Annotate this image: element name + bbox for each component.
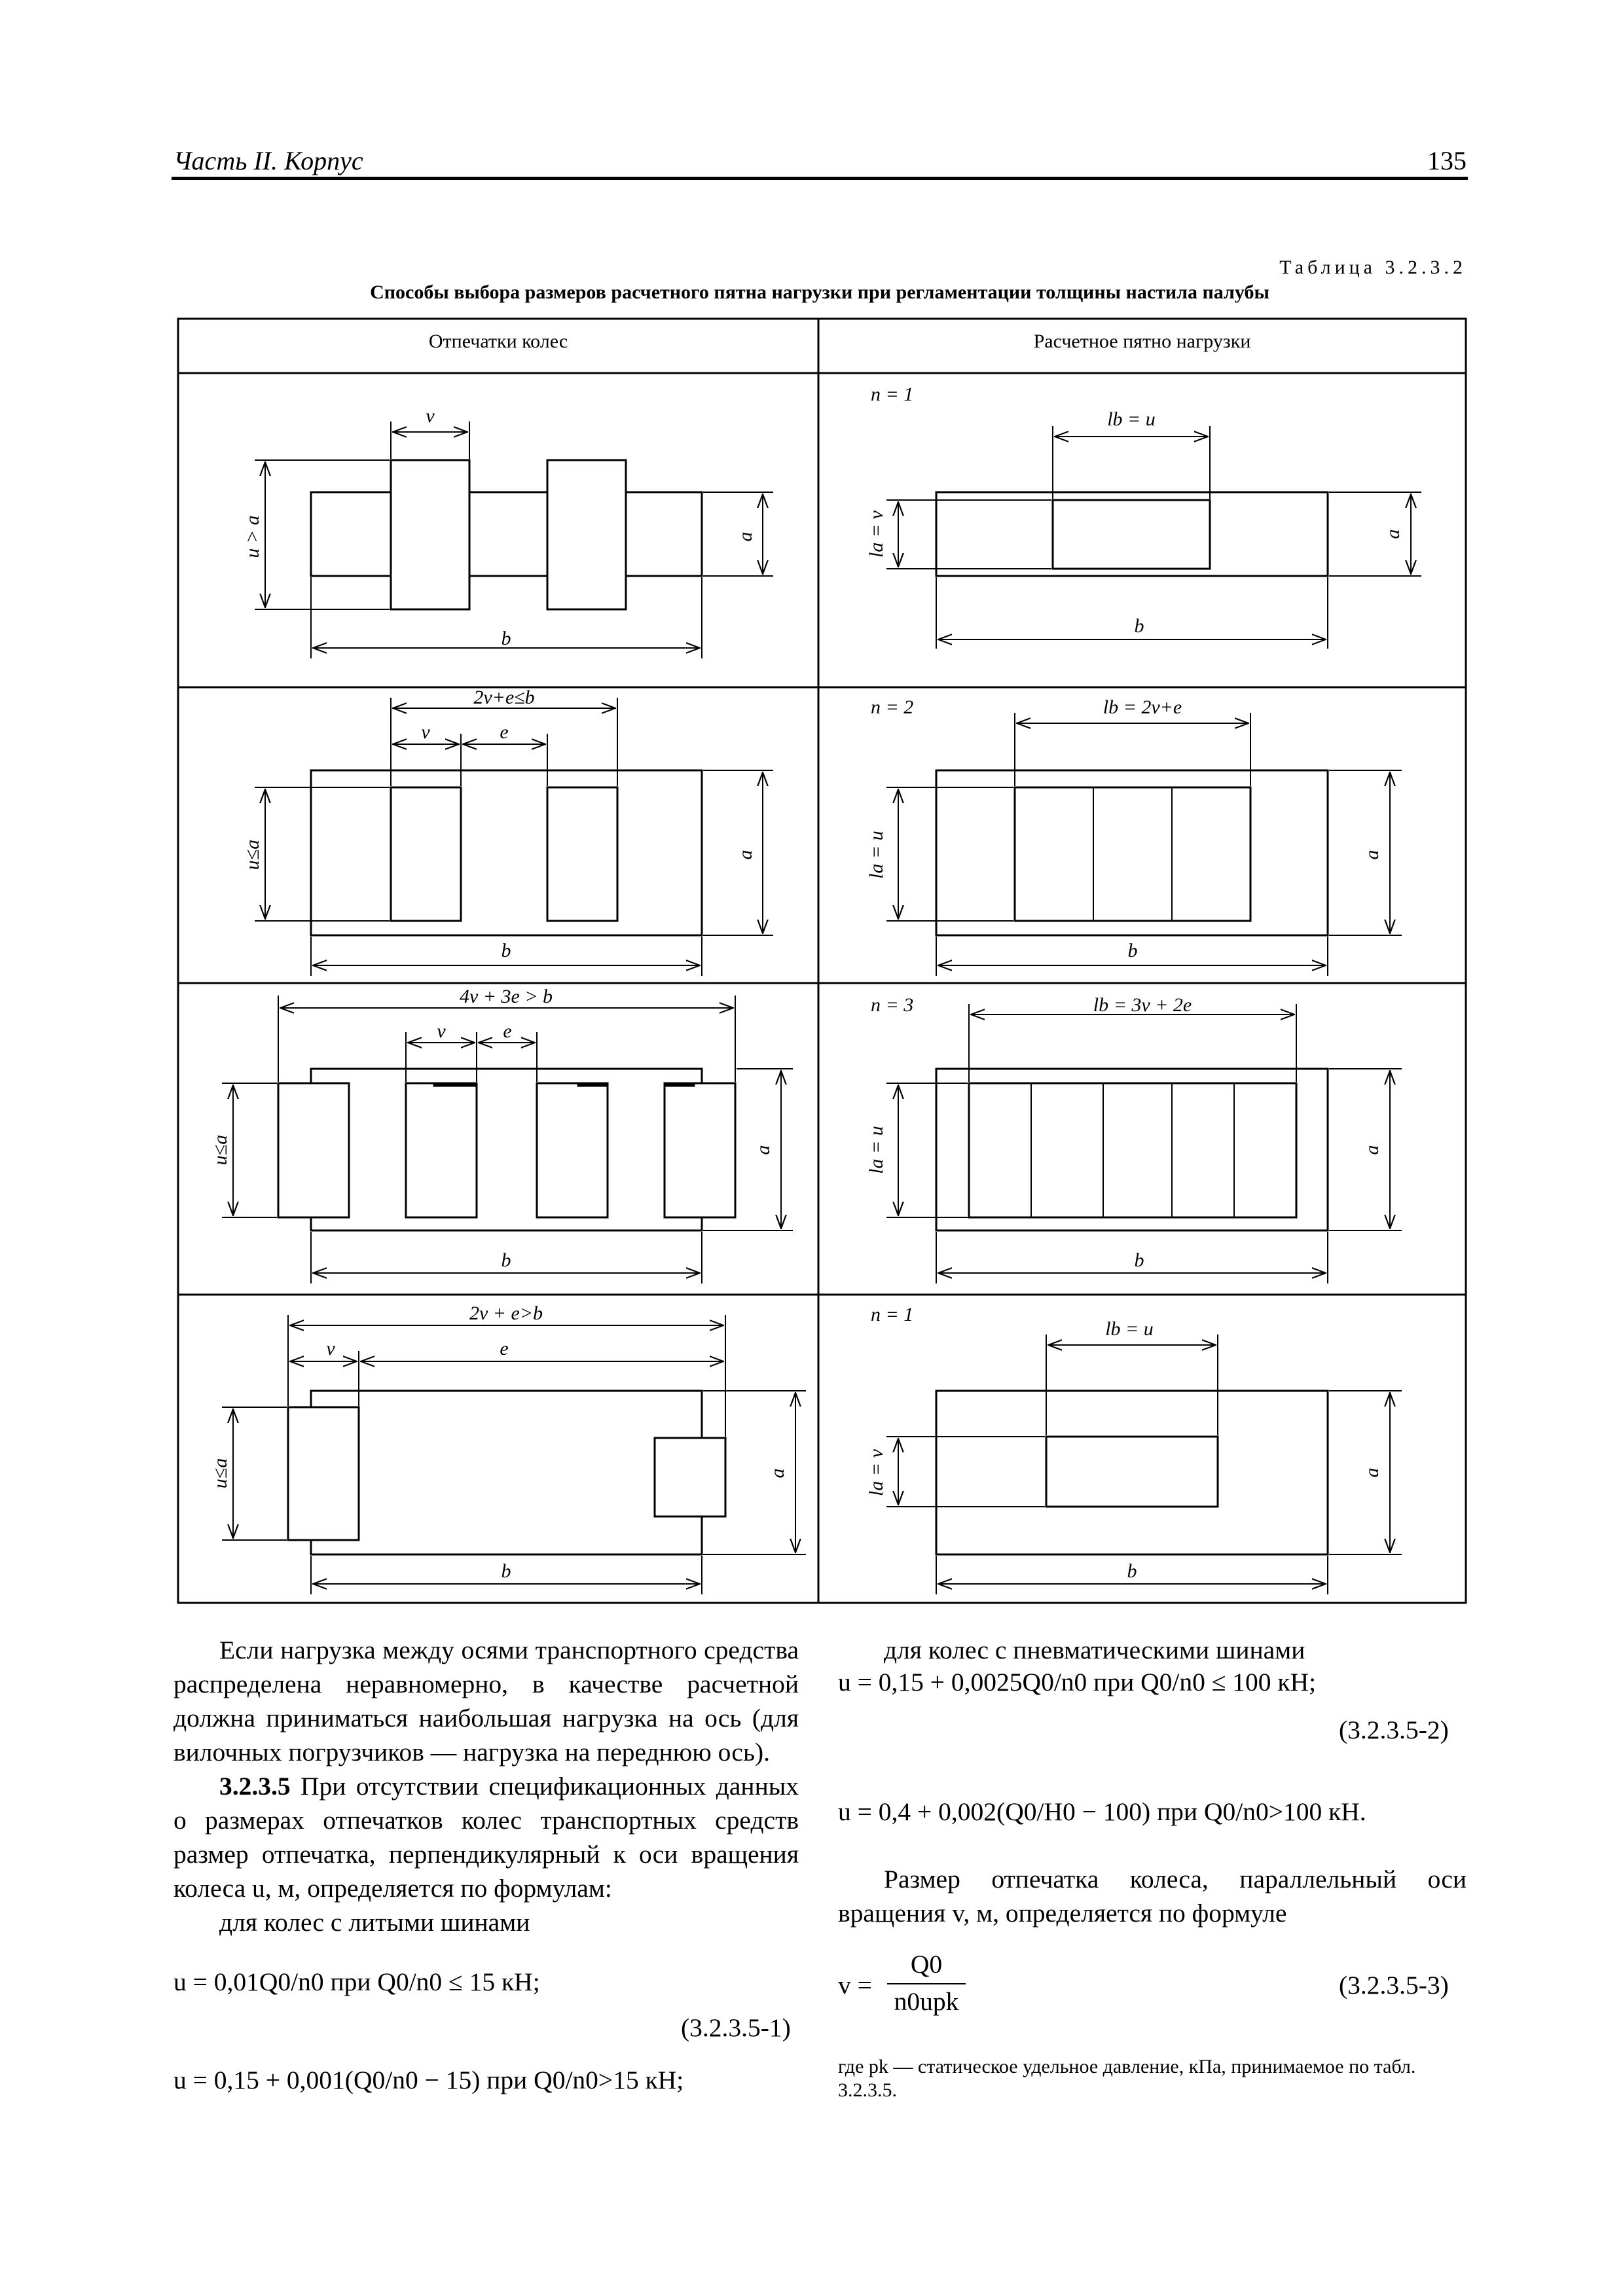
table-frame [178,319,1466,1603]
paragraph-solid-tyres: для колес с литыми шинами [219,1908,530,1937]
paragraph-pneumatic-tyres: для колес с пневматическими шинами [884,1636,1305,1664]
equation-number-3: (3.2.3.5-3) [1339,1971,1449,2000]
table-header-col1: Отпечатки колес [428,331,568,352]
formula-u-pneumatic-large: u = 0,4 + 0,002(Q0/H0 − 100) при Q0/n0>100 кН. [838,1797,1366,1826]
row4-left-total: 2v + e>b [469,1302,543,1324]
row1-left-u: u > a [242,515,263,558]
formula-v-lhs: v = [838,1971,872,2000]
formula-u-solid-large: u = 0,15 + 0,001(Q0/n0 − 15) при Q0/n0>15 кН; [173,2066,684,2094]
row3-right-a: a [1361,1145,1383,1155]
row3-left-v: v [437,1020,446,1042]
row1-right-la: la = v [866,511,887,558]
fraction-numerator: Q0 [910,1950,943,1979]
row3-left-total: 4v + 3e > b [459,986,553,1007]
paragraph-3-2-3-5: 3.2.3.5 При отсутствии спецификационных данных о размерах отпечатков колес транспортных средств размер отпечатка, перпендикулярный к оси вращения колеса u, м, определяется по формулам: [173,1772,799,1903]
row1-load-patch [936,492,1328,576]
row1-right-lb: lb = u [1107,408,1156,430]
formula-3-2-3-5-1: u = 0,01Q0/n0 при Q0/n0 ≤ 15 кН; [173,1967,540,1996]
left-column [173,1633,799,1939]
row4-right-lb: lb = u [1105,1318,1154,1340]
running-header: Часть II. Корпус [173,146,363,175]
row2-left-total: 2v+e≤b [473,687,535,708]
paragraph-v-size: Размер отпечатка колеса, параллельный оси вращения v, м, определяется по формуле [838,1865,1467,1928]
row2-left-u: u≤a [242,839,263,870]
table-label: Таблица 3.2.3.2 [1279,257,1467,278]
row1-right-b: b [1134,615,1144,637]
row1-wheel-prints [311,460,702,609]
table-title: Способы выбора размеров расчетного пятна нагрузки при регламентации толщины настила палубы [370,281,1269,303]
row3-right-b: b [1134,1249,1144,1271]
row4-left-u: u≤a [210,1458,231,1489]
row2-left-v: v [421,721,430,743]
row4-right-n: n = 1 [871,1304,914,1325]
row2-left-a: a [735,850,756,860]
fraction-bar [887,1983,966,1984]
row4-right-a: a [1361,1467,1383,1478]
row2-left-b: b [501,940,511,961]
equation-number-2: (3.2.3.5-2) [1339,1715,1449,1744]
row4-load-patch [936,1391,1328,1554]
row2-wheel-prints [311,770,702,935]
row1-right-n: n = 1 [871,384,914,405]
row2-right-b: b [1127,940,1138,961]
row2-right-n: n = 2 [871,696,914,718]
row4-left-v: v [326,1338,335,1359]
row3-left-b: b [501,1249,511,1271]
row3-right-lb: lb = 3v + 2e [1093,994,1192,1016]
formula-3-2-3-5-2: u = 0,15 + 0,0025Q0/n0 при Q0/n0 ≤ 100 кН; [838,1668,1317,1696]
equation-number-1: (3.2.3.5-1) [681,2013,791,2042]
row2-right-lb: lb = 2v+e [1103,696,1182,718]
row4-left-e: e [500,1338,509,1359]
row4-left-a: a [767,1468,788,1479]
row3-right-la: la = u [866,1126,887,1174]
row1-left-b: b [501,628,511,649]
clause-number: 3.2.3.5 [219,1772,291,1801]
row1-left-a: a [735,531,756,542]
row3-left-e: e [503,1020,512,1042]
paragraph-load-distribution: Если нагрузка между осями транспортного средства распределена неравномерно, в качестве расчетной должна приниматься наибольшая нагрузка на ось (для вилочных погрузчиков — нагрузка на переднюю ось). [173,1636,799,1767]
row3-left-u: u≤a [210,1134,231,1166]
page-number: 135 [1427,146,1467,175]
row3-right-n: n = 3 [871,994,914,1016]
row4-left-b: b [501,1560,511,1582]
row3-load-patch [936,1069,1328,1230]
row4-right-b: b [1127,1560,1137,1582]
right-column [838,1633,1467,1667]
row3-left-a: a [752,1145,774,1155]
row3-wheel-prints [278,1069,735,1230]
row2-right-la: la = u [866,831,887,879]
fraction-denominator: n0upk [894,1987,959,2016]
table-header-col2: Расчетное пятно нагрузки [1033,331,1251,352]
row4-wheel-prints [288,1391,725,1554]
row1-right-a: a [1382,529,1404,539]
note-pk: где pk — статическое удельное давление, кПа, принимаемое по табл. 3.2.3.5. [838,2056,1416,2101]
row2-right-a: a [1361,850,1383,860]
row2-left-e: e [500,721,509,743]
row2-load-patch [936,770,1328,935]
row1-left-v: v [426,405,435,427]
row4-right-la: la = v [866,1449,887,1496]
